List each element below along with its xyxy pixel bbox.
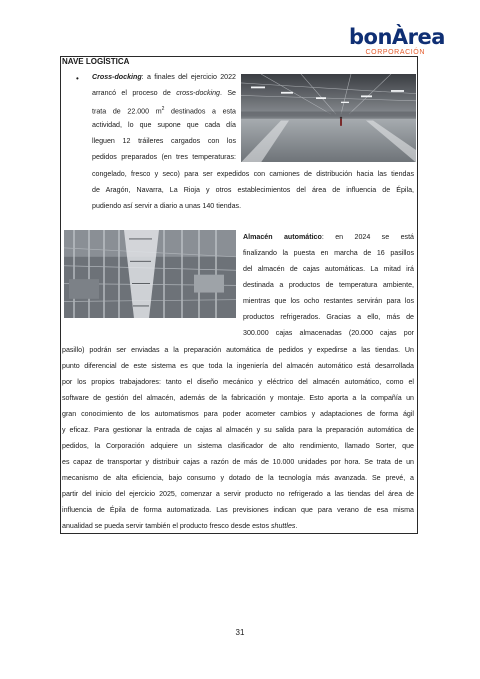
text-line: trata de 22.000 $m^2$ destinados a esta bbox=[92, 106, 236, 116]
section-heading: NAVE LOGÍSTICA bbox=[62, 57, 130, 66]
text-line: anualidad se pueda servir también el producto fresco desde estos shuttles. bbox=[62, 522, 298, 531]
logo-subtitle: CORPORACIÓN bbox=[365, 49, 425, 56]
page-number: 31 bbox=[235, 628, 245, 637]
company-logo bbox=[349, 25, 445, 56]
text-line: pasillo) podrán ser enviadas a la preparación automática de pedidos y expedirse a las tiendas. Un bbox=[62, 345, 414, 354]
text-line: 300.000 cajas almacenadas (20.000 cajas por bbox=[243, 329, 414, 338]
automated-warehouse-photo bbox=[64, 230, 236, 318]
text-line: pudiendo así servir a diario a unas 140 tiendas. bbox=[92, 201, 242, 210]
text-line: punto diferencial de este sistema es que toda la ingeniería del almacén automático está desarrollada bbox=[62, 361, 414, 370]
text-line: mientras que los ocho restantes servirán para los bbox=[243, 297, 414, 306]
text-line: Cross-docking: a finales del ejercicio 2022 bbox=[92, 73, 236, 81]
text-line: congelado, fresco y seco) para ser expedidos con camiones de distribución hacia las tiendas bbox=[92, 169, 414, 178]
text-line: mecanismo de alta eficiencia, bajo consumo y dotado de la tecnología más avanzada. Se prevé, a bbox=[62, 474, 414, 483]
text-line: actividad, lo que supone que cada día bbox=[92, 121, 236, 130]
text-line: lleguen 12 tráileres cargados con los bbox=[92, 137, 236, 146]
bullet-marker: • bbox=[76, 74, 79, 83]
text-line: pedidos, la Corporación adquiere un sistema clasificador de alto rendimiento, llamado Sorter, que bbox=[62, 442, 414, 451]
warehouse-photo-image bbox=[241, 74, 416, 162]
logo-wordmark: bonÀrea bbox=[349, 25, 445, 49]
text-line: gran conocimiento de los automatismos para poder acometer cambios y adaptaciones de forma ágil bbox=[62, 409, 414, 418]
text-line: Almacén automático: en 2024 se está bbox=[243, 232, 414, 241]
text-line: pedidos preparados (en tres temperaturas: bbox=[92, 153, 236, 162]
text-line: es capaz de transportar y distribuir cajas a razón de más de 10.000 unidades por hora. Se trata de un bbox=[62, 458, 414, 467]
warehouse-photo bbox=[241, 74, 416, 162]
text-line: influencia de Épila de forma automatizada. Las previsiones indican que para verano de esa misma bbox=[62, 506, 414, 515]
text-line: finalizando la puesta en marcha de 16 pasillos bbox=[243, 249, 414, 258]
text-line: productos refrigerados. Gracias a ello, más de bbox=[243, 313, 414, 322]
text-line: software de gestión del almacén, además de la fabricación y montaje. Esto aporta a la compañía un bbox=[62, 393, 414, 402]
text-line: y eficaz. Para gestionar la entrada de cajas al almacén y su salida para la preparación automática de bbox=[62, 425, 414, 434]
text-line: arrancó el proceso de cross-docking. Se bbox=[92, 89, 236, 98]
automated-warehouse-photo-image bbox=[64, 230, 236, 318]
text-line: destinada a productos de temperatura ambiente, bbox=[243, 281, 414, 290]
text-line: del almacén de cajas automáticas. La mitad irá bbox=[243, 265, 414, 274]
text-line: partir del inicio del ejercicio 2025, comenzar a servir producto no refrigerado a las tiendas del área de bbox=[62, 490, 414, 499]
text-line: de Aragón, Navarra, La Rioja y otros establecimientos del área de influencia de Épila, bbox=[92, 185, 414, 194]
text-line: por los propios trabajadores: tanto el diseño mecánico y eléctrico del almacén automático, como el bbox=[62, 377, 414, 386]
